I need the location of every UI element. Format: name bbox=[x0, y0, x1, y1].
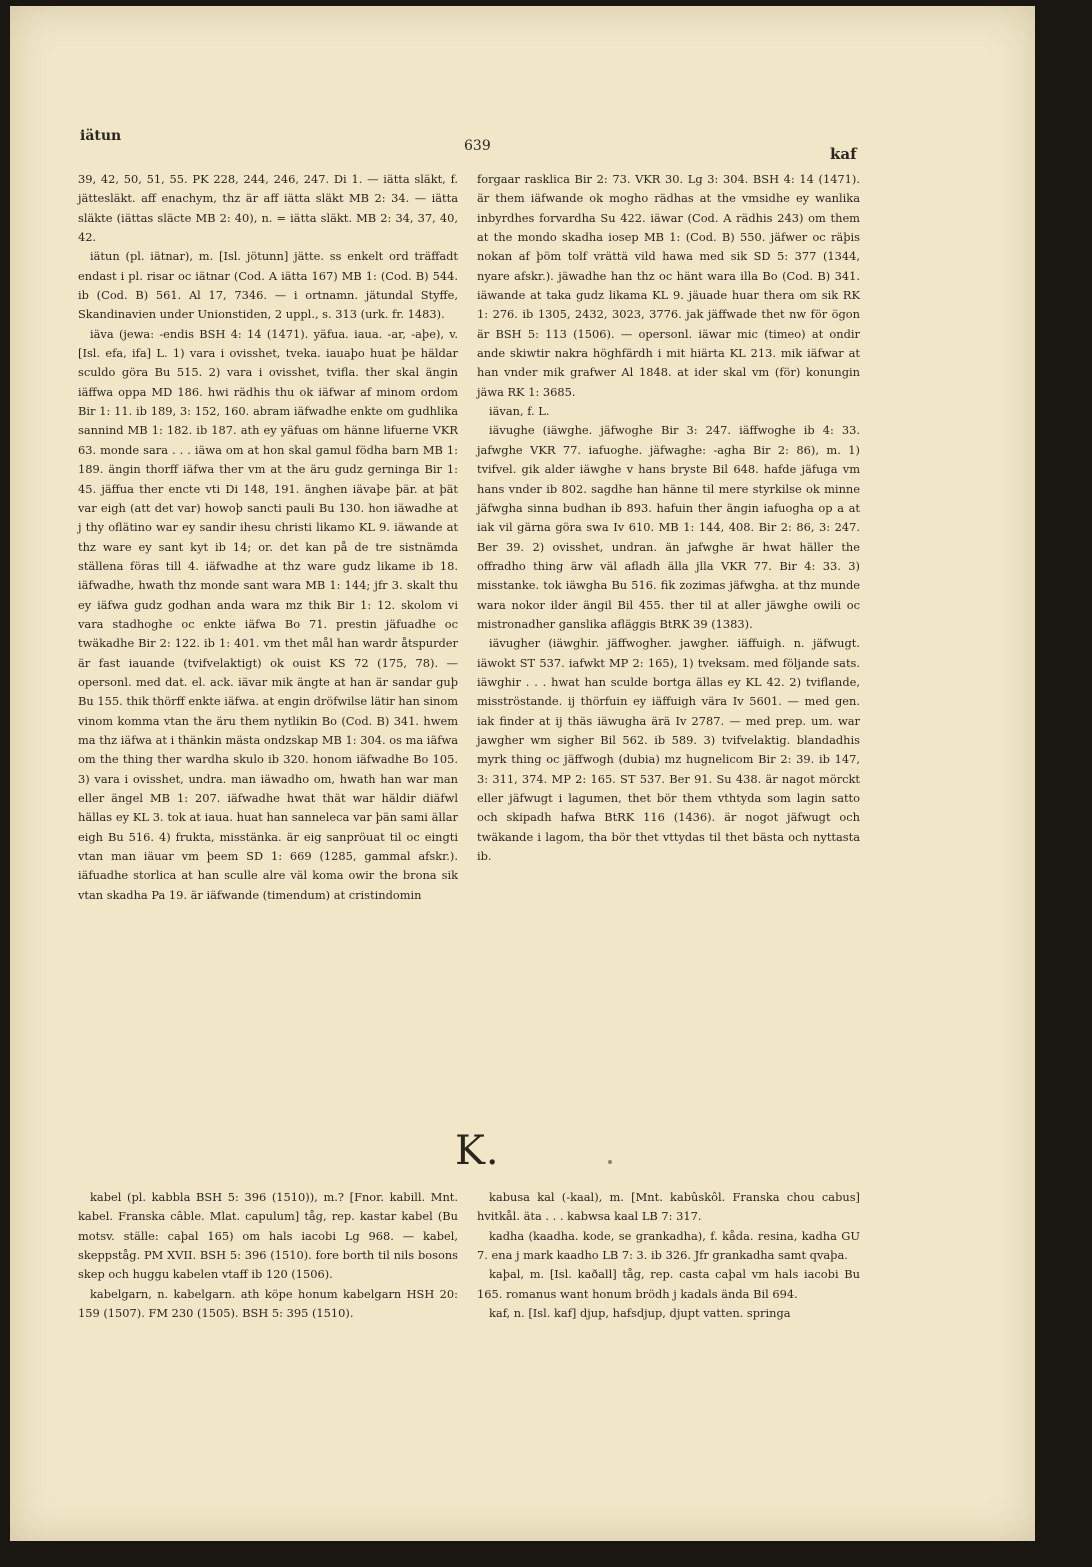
left-text-column bbox=[78, 170, 458, 905]
right-running-headword: kaf bbox=[830, 145, 857, 163]
section-letter: K. bbox=[455, 1128, 500, 1174]
entry-paragraph: kaþal, m. [Isl. kaðall] tåg, rep. casta caþal vm hals iacobi Bu 165. romanus want honum brödh j kadals ända Bil 694. bbox=[477, 1267, 860, 1301]
k-section-left-column bbox=[78, 1188, 458, 1323]
entry-paragraph: iävan, f. L. bbox=[489, 404, 550, 419]
entry-paragraph: kabusa kal (-kaal), m. [Mnt. kabûskôl. Franska chou cabus] hvitkål. äta . . . kabwsa kaal LB 7: 317. bbox=[477, 1190, 860, 1224]
ink-speck bbox=[608, 1160, 612, 1164]
entry-paragraph: iävughe (iäwghe. jäfwoghe Bir 3: 247. iäffwoghe ib 4: 33. jafwghe VKR 77. iafuoghe. jäfwaghe: -agha Bir 2: 86), m. 1) tvifvel. gik alder iäwghe v hans bryste Bil 648. hafde jäfuga vm hans vnder ib 802. sagdhe han hänne til mere styrkilse ok minne jäfwgha sinna budhan ib 893. hafuin ther ängin iafuogha op a at iak vil gärna göra swa Iv 610. MB 1: 144, 408. Bir 2: 86, 3: 247. Ber 39. 2) ovisshet, undran. än jafwghe är hwat häller the offradho thing ärw väl afladh älla jlla VKR 77. Bir 4: 33. 3) misstanke. tok iäwgha Bu 516. fik zozimas jäfwgha. at thz munde wara nokor ilder ängil Bil 455. ther til at aller jäwghe owili oc mistronadher ganslika afläggis BtRK 39 (1383). bbox=[477, 423, 860, 631]
page-number: 639 bbox=[464, 138, 491, 154]
right-text-column bbox=[477, 170, 860, 866]
entry-paragraph: iäva (jewa: -endis BSH 4: 14 (1471). yäfua. iaua. -ar, -aþe), v. [Isl. efa, ifa] L. 1) vara i ovisshet, tveka. iauaþo huat þe häldar sculdo göra Bu 515. 2) vara i ovisshet, tvifla. ther skal ängin iäffwa oppa MD 186. hwi rädhis thu ok iäfwar af minom ordom Bir 1: 11. ib 189, 3: 152, 160. abram iäfwadhe enkte om gudhlika sannind MB 1: 182. ib 187. ath ey yäfuas om hänne lifuerne VKR 63. monde sara . . . iäwa om at hon skal gamul födha barn MB 1: 189. ängin thorff iäfwa ther vm at the äru gudz gerninga Bir 1: 45. jäffua ther encte vti Di 148, 191. änghen iävaþe þär. at þät var eigh (att det var) howoþ sancti pauli Bu 130. hon iäwadhe at j thy oflätino war ey sandir ihesu christi likamo KL 9. iäwande at thz ware ey sant kyt ib 14; or. det kan på de tre sistnämda ställena föras till 4. iäfwadhe at thz ware gudz likame ib 18. iäfwadhe, hwath thz monde sant wara MB 1: 144; jfr 3. skalt thu ey iäfwa gudz godhan anda wara mz thik Bir 1: 12. skolom vi vara stadhoghe oc enkte iäfwa Bo 71. prestin jäfuadhe oc twäkadhe Bir 2: 122. ib 1: 401. vm thet mål han wardr åtspurder är fast iauande (tvifvelaktigt) ok ouist KS 72 (175, 78). — opersonl. med dat. el. ack. iävar mik ängte at han är sandar guþ Bu 155. thik thörff enkte iäfwa. at engin dröfwilse lätir han sinom vinom komma vtan the äru them nytlikin Bo (Cod. B) 341. hwem ma thz iäfwa at i thänkin mästa ondzskap MB 1: 304. os ma iäfwa om the thing ther wardha skulo ib 320. honom iäfwadhe Bo 105. 3) vara i ovisshet, undra. man iäwadho om, hwath han war man eller ängel MB 1: 207. iäfwadhe hwat thät war häldir diäfwl hällas ey KL 3. tok at iaua. huat han sanneleca var þän sami ällar eigh Bu 516. 4) frukta, misstänka. är eig sanpröuat til oc eingti vtan man iäuar vm þeem SD 1: 669 (1285, gammal afskr.). iäfuadhe storlica at han sculle alre väl koma owir the brona sik vtan skadha Pa 19. är iäfwande (timendum) at cristindomin bbox=[78, 326, 458, 902]
entry-paragraph: iävugher (iäwghir. jäffwogher. jawgher. iäffuigh. n. jäfwugt. iäwokt ST 537. iafwkt MP 2: 165), 1) tveksam. med följande sats. iäwghir . . . hwat han sculde bortga ällas ey KL 42. 2) tviflande, misströstande. ij thörfuin ey iäffuigh vära Iv 5601. — med gen. iak finder at ij thäs iäwugha ärä Iv 2787. — med prep. um. war jawgher wm sigher Bil 562. ib 589. 3) tvifvelaktig. blandadhis myrk thing oc jäffwogh (dubia) mz hugnelicom Bir 2: 39. ib 147, 3: 311, 374. MP 2: 165. ST 537. Ber 91. Su 438. är nagot mörckt eller jäfwugt i lagumen, thet bör them vthtyda som lagin satto och skipadh hafwa BtRK 116 (1436). är nogot jäfwugt och twäkande i lagom, tha bör thet vttydas til thet bästa och nyttasta ib. bbox=[477, 636, 860, 864]
k-section-right-column bbox=[477, 1188, 860, 1323]
entry-paragraph: forgaar rasklica Bir 2: 73. VKR 30. Lg 3: 304. BSH 4: 14 (1471). är them iäfwande ok mogho rädhas at the vmsidhe ey wanlika inbyrdhes forvardha Su 422. iäwar (Cod. A rädhis 243) om them at the mondo skadha iosep MB 1: (Cod. B) 550. jäfwer oc räþis nokan af þöm tolf vrättä vild hawa med sik SD 5: 377 (1344, nyare afskr.). jäwadhe han thz oc hänt wara illa Bo (Cod. B) 341. iäwande at taka gudz likama KL 9. jäuade huar thera om sik RK 1: 276. ib 1305, 2432, 3023, 3776. jak jäffwade thet nw för ögon är BSH 5: 113 (1506). — opersonl. iäwar mic (timeo) at ondir ande skiwtir nakra höghfärdh i mit hiärta KL 213. mik iäfwar at han vnder mik grafwer Al 1848. at ider skal vm (för) konungin jäwa RK 1: 3685. bbox=[477, 172, 860, 399]
entry-paragraph: 39, 42, 50, 51, 55. PK 228, 244, 246, 247. Di 1. — iätta släkt, f. jättesläkt. aff enachym, thz är aff iätta släkt MB 2: 34. — iätta släkte (iättas släcte MB 2: 40), n. = iätta släkt. MB 2: 34, 37, 40, 42. bbox=[78, 172, 458, 245]
entry-paragraph: iätun (pl. iätnar), m. [Isl. jötunn] jätte. ss enkelt ord träffadt endast i pl. risar oc iätnar (Cod. A iätta 167) MB 1: (Cod. B) 544. ib (Cod. B) 561. Al 17, 7346. — i ortnamn. jätundal Styffe, Skandinavien under Unionstiden, 2 uppl., s. 313 (urk. fr. 1483). bbox=[78, 249, 458, 322]
entry-paragraph: kabelgarn, n. kabelgarn. ath köpe honum kabelgarn HSH 20: 159 (1507). FM 230 (1505). BSH 5: 395 (1510). bbox=[78, 1286, 458, 1321]
entry-paragraph: kabel (pl. kabbla BSH 5: 396 (1510)), m.? [Fnor. kabill. Mnt. kabel. Franska câble. Mlat. capulum] tåg, rep. kastar kabel (Bu motsv. ställe: caþal 165) om hals iacobi Lg 968. — kabel, skeppståg. PM XVII. BSH 5: 396 (1510). fore borth til nils bosons skep och huggu kabelen vtaff ib 120 (1506). bbox=[78, 1190, 458, 1282]
entry-paragraph: kadha (kaadha. kode, se grankadha), f. kåda. resina, kadha GU 7. ena j mark kaadho LB 7: 3. ib 326. Jfr grankadha samt qvaþa. bbox=[477, 1228, 860, 1263]
entry-paragraph: kaf, n. [Isl. kaf] djup, hafsdjup, djupt vatten. springa bbox=[489, 1306, 791, 1321]
left-running-headword: iätun bbox=[80, 128, 122, 144]
